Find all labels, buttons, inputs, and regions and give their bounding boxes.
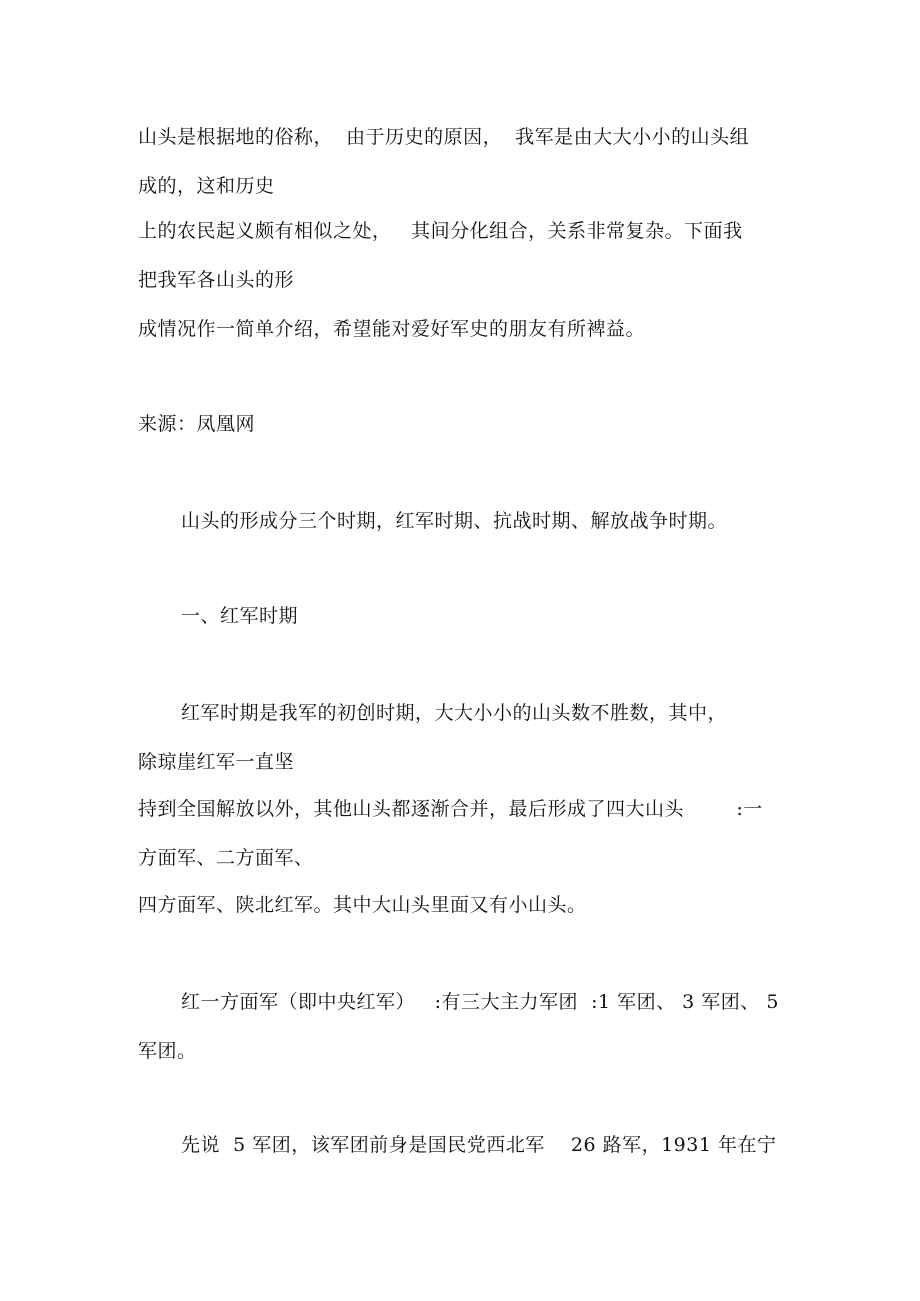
text-line: 山头是根据地的俗称， 由于历史的原因， 我军是由大大小小的山头组 bbox=[138, 126, 750, 148]
text-line: 成的，这和历史 bbox=[138, 175, 275, 197]
text-line: 红一方面军（即中央红军） :有三大主力军团 :1 军团、 3 军团、 5 bbox=[181, 991, 779, 1013]
text-line: 山头的形成分三个时期，红军时期、抗战时期、解放战争时期。 bbox=[181, 510, 728, 532]
text-line: 方面军、二方面军、 bbox=[138, 847, 314, 869]
text-line: 成情况作一简单介绍，希望能对爱好军史的朋友有所裨益。 bbox=[138, 318, 646, 340]
text-line: 军团。 bbox=[138, 1040, 197, 1062]
text-line: 先说 5 军团，该军团前身是国民党西北军 26 路军，1931 年在宁 bbox=[181, 1134, 777, 1156]
text-line: 上的农民起义颇有相似之处， 其间分化组合，关系非常复杂。下面我 bbox=[138, 220, 743, 242]
text-line: 持到全国解放以外，其他山头都逐渐合并，最后形成了四大山头 :一 bbox=[138, 798, 763, 820]
text-line: 四方面军、陕北红军。其中大山头里面又有小山头。 bbox=[138, 894, 587, 916]
source-line: 来源：凤凰网 bbox=[138, 413, 256, 435]
text-line: 除琼崖红军一直坚 bbox=[138, 751, 295, 773]
text-line: 把我军各山头的形 bbox=[138, 269, 295, 291]
text-line: 红军时期是我军的初创时期，大大小小的山头数不胜数，其中， bbox=[181, 702, 728, 724]
section-heading: 一、红军时期 bbox=[181, 605, 299, 627]
